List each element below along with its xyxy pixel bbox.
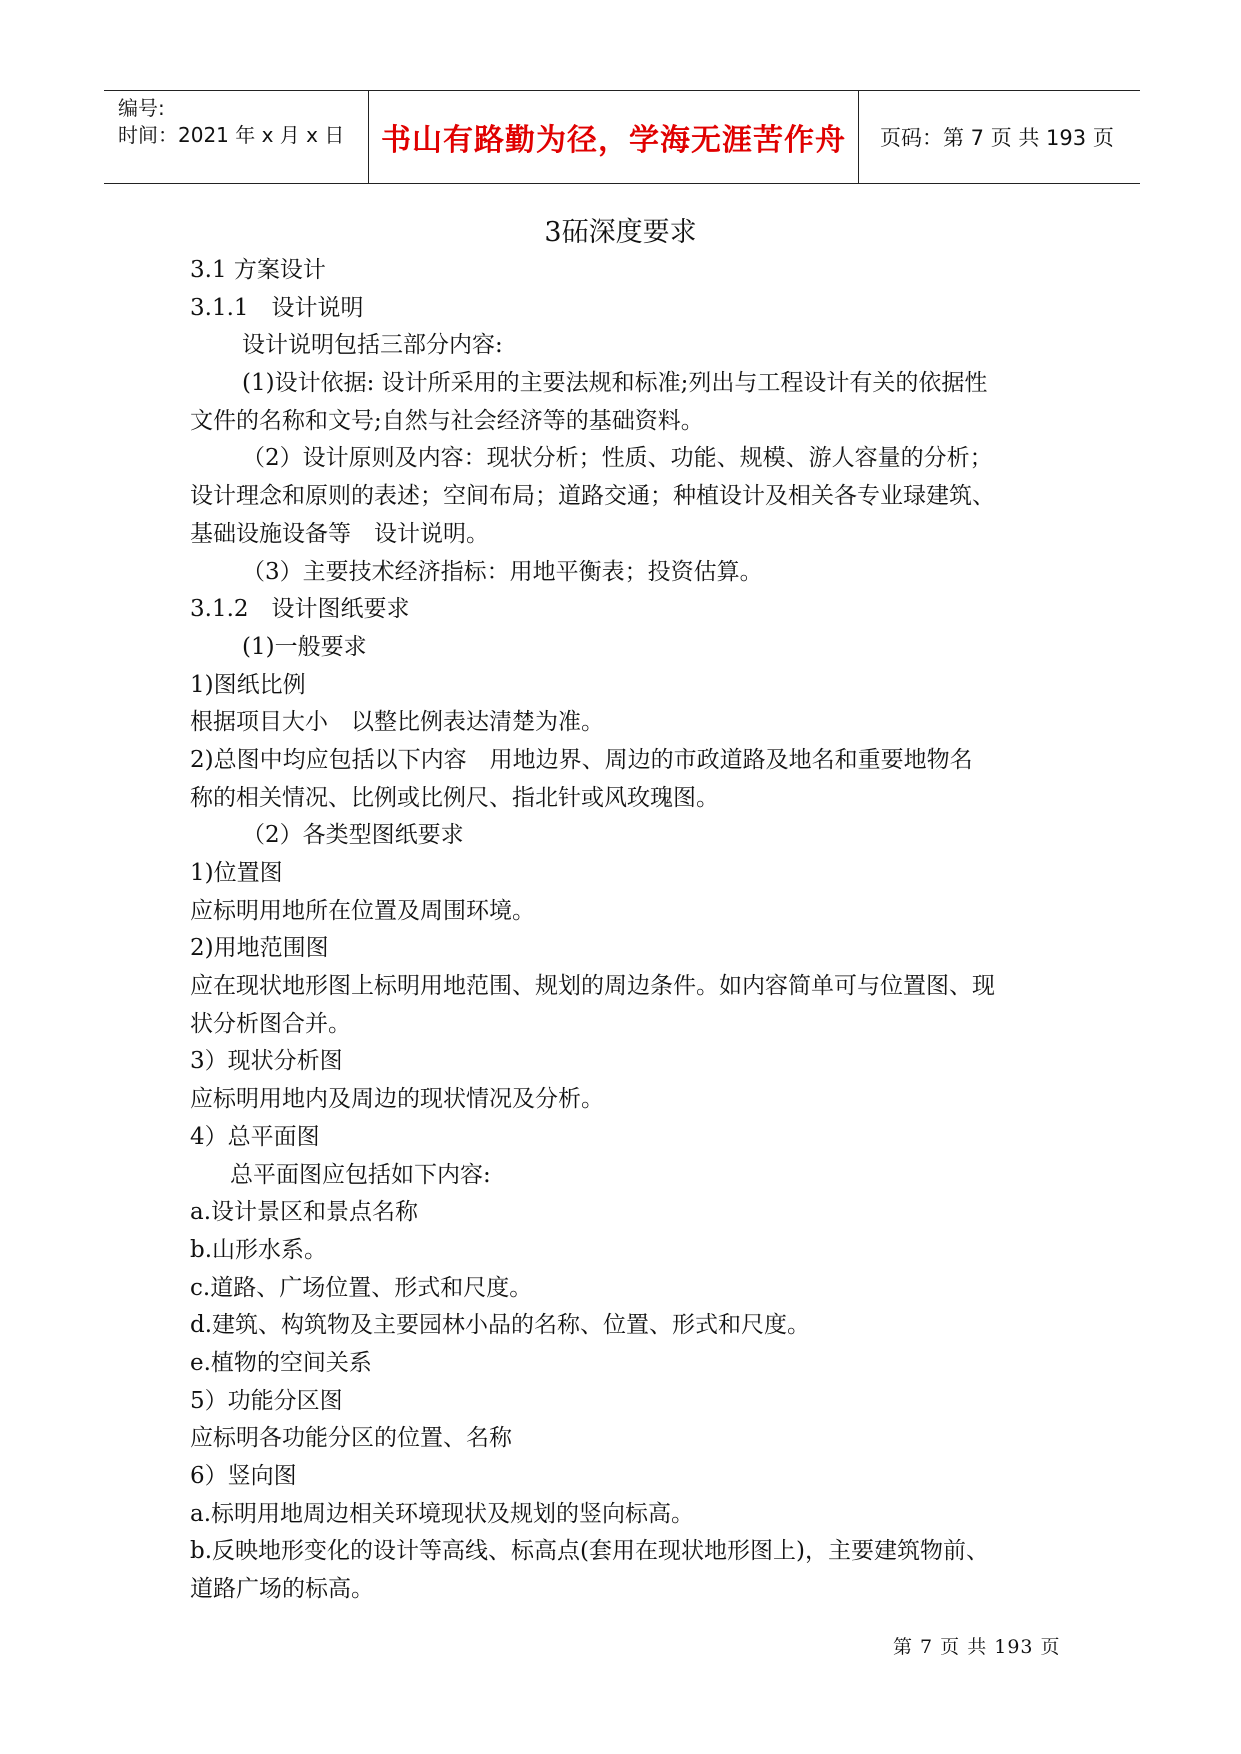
header-motto: 书山有路勤为径，学海无涯苦作舟 bbox=[368, 91, 859, 183]
body-line: a.设计景区和景点名称 bbox=[190, 1199, 419, 1226]
body-line: a.标明用地周边相关环境现状及规划的竖向标高。 bbox=[190, 1500, 695, 1527]
body-line: e.植物的空间关系 bbox=[190, 1349, 372, 1376]
body-line: 应在现状地形图上标明用地范围、规划的周边条件。如内容简单可与位置图、现 bbox=[190, 973, 995, 1000]
body-line: 基础设施设备等 设计说明。 bbox=[190, 520, 489, 547]
body-line: 道路广场的标高。 bbox=[190, 1576, 374, 1603]
body-line: （2）设计原则及内容：现状分析；性质、功能、规模、游人容量的分析； bbox=[242, 445, 993, 472]
body-line: 2)总图中均应包括以下内容 用地边界、周边的市政道路及地名和重要地物名 bbox=[190, 746, 973, 773]
body-line: 5）功能分区图 bbox=[190, 1387, 343, 1414]
body-line: 应标明用地所在位置及周围环境。 bbox=[190, 897, 535, 924]
body-line: 设计说明包括三部分内容: bbox=[242, 332, 503, 359]
body-line: （2）各类型图纸要求 bbox=[242, 822, 464, 849]
body-line: 3）现状分析图 bbox=[190, 1048, 343, 1075]
body-line: 6）竖向图 bbox=[190, 1463, 297, 1489]
header-page-label: 页码：第 7 页 共 193 页 bbox=[880, 126, 1114, 150]
document-body bbox=[190, 252, 1075, 1609]
body-line: 1)图纸比例 bbox=[190, 671, 306, 698]
body-line: (1)设计依据: 设计所采用的主要法规和标准;列出与工程设计有关的依据性 bbox=[242, 370, 988, 397]
body-line: 3.1.2 设计图纸要求 bbox=[190, 596, 410, 623]
body-line: （3）主要技术经济指标：用地平衡表；投资估算。 bbox=[242, 558, 763, 585]
body-line: 2)用地范围图 bbox=[190, 935, 329, 962]
page-footer: 第 7 页 共 193 页 bbox=[893, 1636, 1061, 1658]
body-line: 总平面图应包括如下内容: bbox=[230, 1161, 491, 1188]
page-header bbox=[104, 90, 1140, 184]
header-meta bbox=[118, 91, 368, 187]
body-line: 文件的名称和文号;自然与社会经济等的基础资料。 bbox=[190, 407, 704, 434]
time-label: 时间：2021 年 x 月 x 日 bbox=[118, 123, 345, 147]
body-line: b.山形水系。 bbox=[190, 1236, 328, 1263]
body-line: d.建筑、构筑物及主要园林小品的名称、位置、形式和尺度。 bbox=[190, 1312, 811, 1339]
body-line: 设计理念和原则的表述；空间布局；道路交通；种植设计及相关各专业琭建筑、 bbox=[190, 483, 995, 510]
body-line: 状分析图合并。 bbox=[190, 1010, 351, 1037]
body-line: b.反映地形变化的设计等高线、标高点(套用在现状地形图上)，主要建筑物前、 bbox=[190, 1538, 989, 1565]
body-line: 应标明各功能分区的位置、名称 bbox=[190, 1425, 512, 1452]
body-line: 3.1 方案设计 bbox=[190, 257, 326, 283]
body-line: 称的相关情况、比例或比例尺、指北针或风玫瑰图。 bbox=[190, 784, 719, 811]
document-title: 3砳深度要求 bbox=[544, 217, 697, 248]
body-line: 根据项目大小 以整比例表达清楚为准。 bbox=[190, 709, 604, 736]
body-line: 3.1.1 设计说明 bbox=[190, 294, 364, 321]
number-label: 编号: bbox=[118, 96, 165, 120]
body-line: (1)一般要求 bbox=[242, 633, 367, 660]
body-line: c.道路、广场位置、形式和尺度。 bbox=[190, 1274, 533, 1301]
body-line: 应标明用地内及周边的现状情况及分析。 bbox=[190, 1086, 604, 1113]
body-line: 1)位置图 bbox=[190, 860, 283, 886]
body-line: 4）总平面图 bbox=[190, 1123, 320, 1150]
